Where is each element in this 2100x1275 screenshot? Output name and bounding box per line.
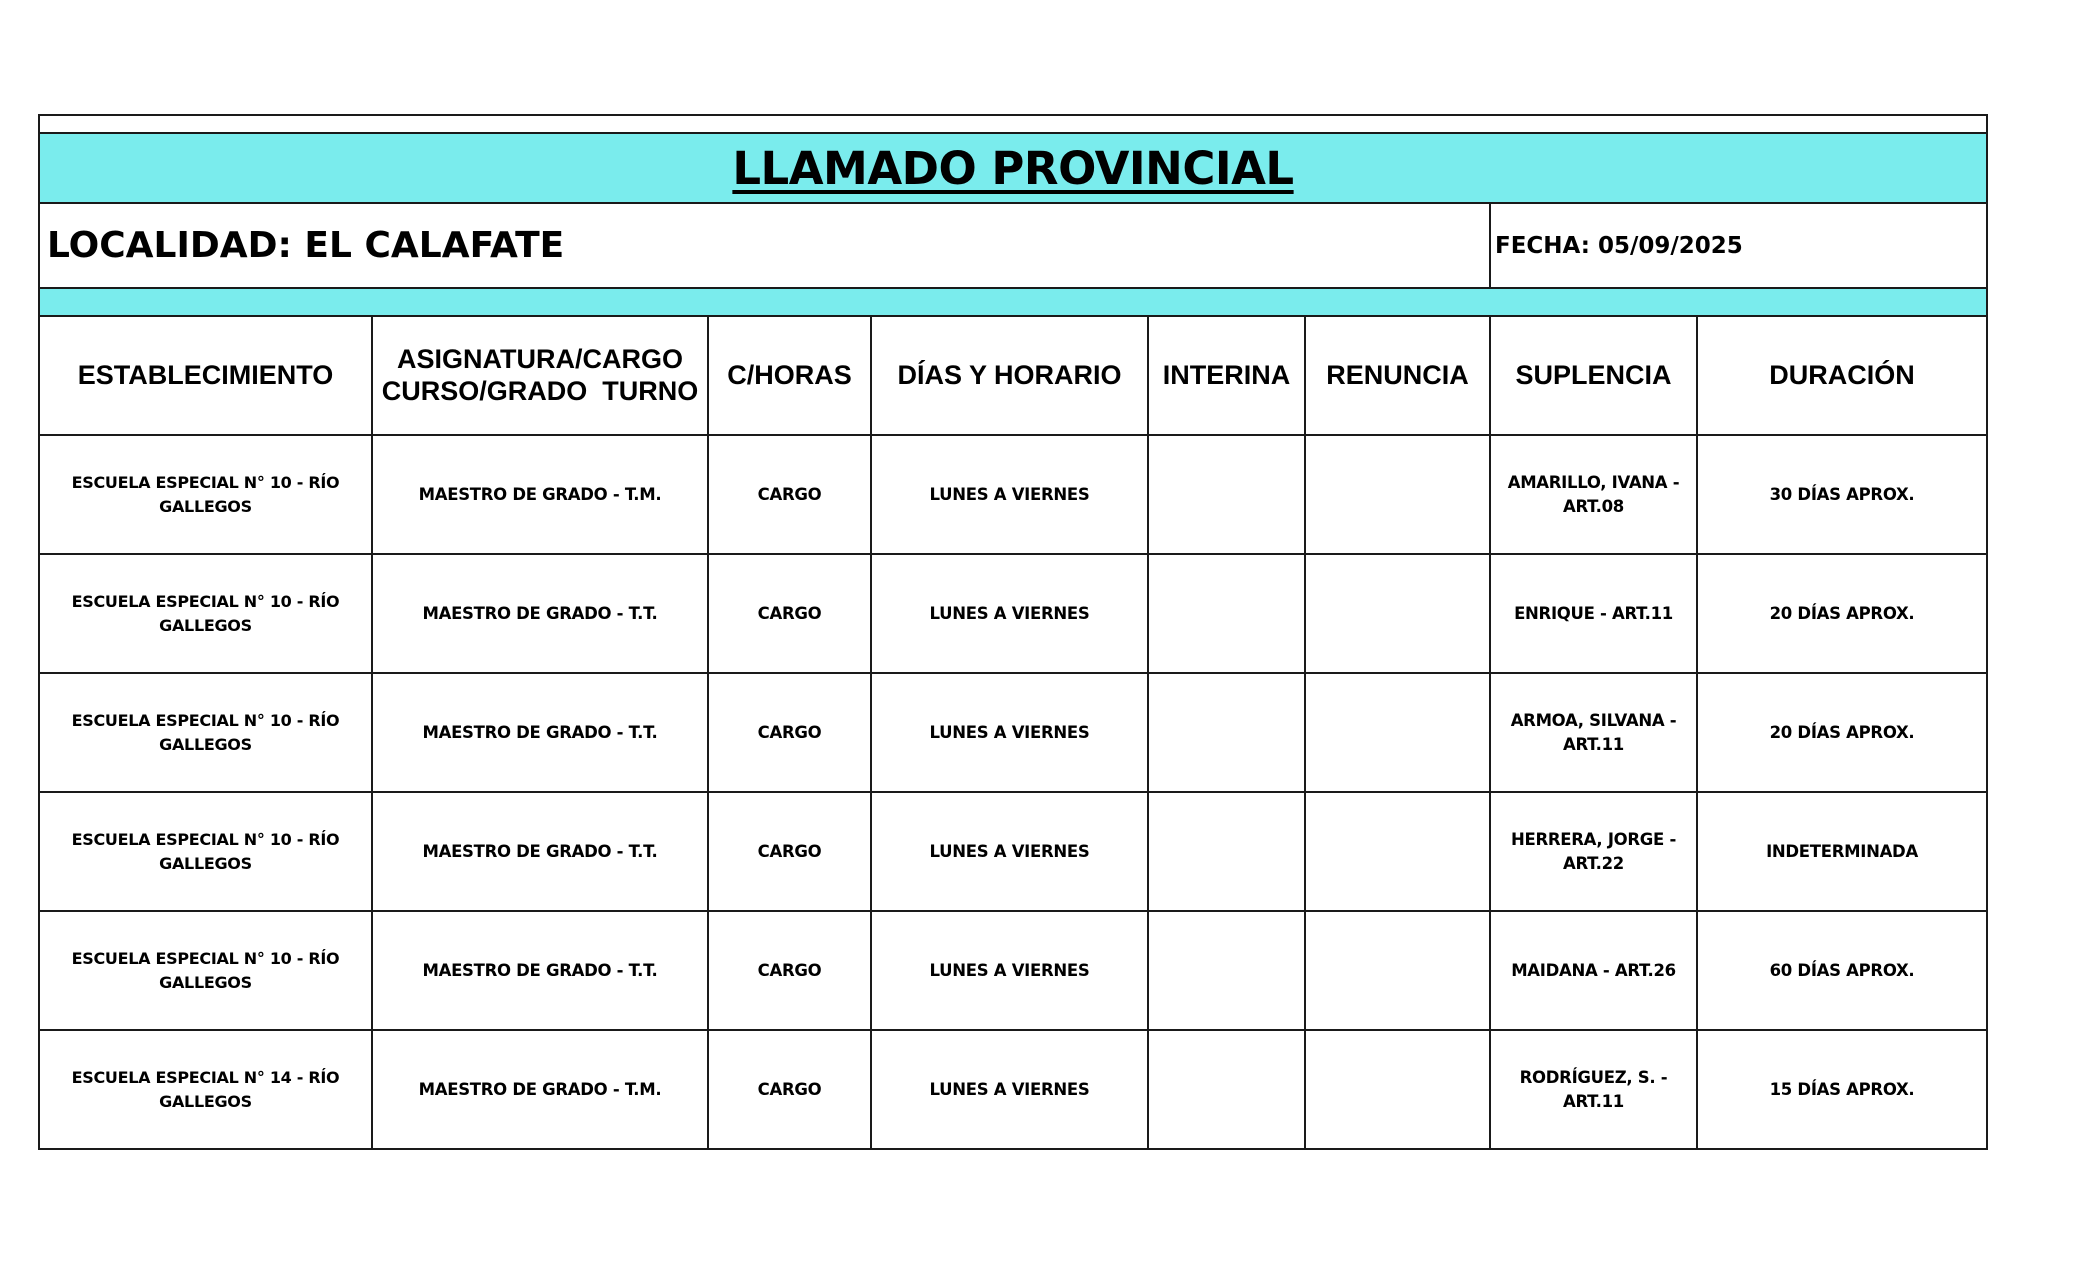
cell-renuncia [1305, 911, 1490, 1030]
cell-duracion: 15 DÍAS APROX. [1697, 1030, 1987, 1149]
cell-horas: CARGO [708, 1030, 871, 1149]
cell-interina [1148, 554, 1305, 673]
header-horas: C/HORAS [708, 316, 871, 435]
top-spacer-cell [39, 115, 1987, 133]
title-cell [39, 133, 1987, 203]
header-suplencia: SUPLENCIA [1490, 316, 1697, 435]
locality-label: LOCALIDAD: EL CALAFATE [39, 203, 1490, 288]
header-renuncia: RENUNCIA [1305, 316, 1490, 435]
cell-horas: CARGO [708, 435, 871, 554]
cell-dias: LUNES A VIERNES [871, 911, 1148, 1030]
date-label: FECHA: 05/09/2025 [1490, 203, 1987, 288]
cell-suplencia: AMARILLO, IVANA - ART.08 [1490, 435, 1697, 554]
cell-interina [1148, 792, 1305, 911]
cell-asignatura: MAESTRO DE GRADO - T.M. [372, 435, 708, 554]
header-duracion: DURACIÓN [1697, 316, 1987, 435]
separator-band [39, 288, 1987, 316]
header-establecimiento: ESTABLECIMIENTO [39, 316, 372, 435]
table-row [39, 673, 1987, 792]
cell-suplencia: ARMOA, SILVANA - ART.11 [1490, 673, 1697, 792]
header-asignatura-line2: CURSO/GRADO TURNO [381, 375, 699, 406]
table-row [39, 792, 1987, 911]
header-dias: DÍAS Y HORARIO [871, 316, 1148, 435]
cell-duracion: INDETERMINADA [1697, 792, 1987, 911]
header-asignatura-line1: ASIGNATURA/CARGO [397, 343, 683, 374]
cell-asignatura: MAESTRO DE GRADO - T.T. [372, 792, 708, 911]
llamado-table [38, 114, 1988, 1150]
cell-suplencia: MAIDANA - ART.26 [1490, 911, 1697, 1030]
cell-duracion: 20 DÍAS APROX. [1697, 554, 1987, 673]
cell-suplencia: RODRÍGUEZ, S. - ART.11 [1490, 1030, 1697, 1149]
cell-establecimiento: ESCUELA ESPECIAL N° 10 - RÍO GALLEGOS [39, 554, 372, 673]
cell-asignatura: MAESTRO DE GRADO - T.T. [372, 911, 708, 1030]
cell-interina [1148, 435, 1305, 554]
cell-dias: LUNES A VIERNES [871, 435, 1148, 554]
cell-renuncia [1305, 554, 1490, 673]
cell-renuncia [1305, 673, 1490, 792]
cell-duracion: 20 DÍAS APROX. [1697, 673, 1987, 792]
table-row [39, 1030, 1987, 1149]
cell-horas: CARGO [708, 673, 871, 792]
cell-suplencia: HERRERA, JORGE - ART.22 [1490, 792, 1697, 911]
cell-asignatura: MAESTRO DE GRADO - T.T. [372, 673, 708, 792]
page-title: LLAMADO PROVINCIAL [732, 141, 1294, 195]
table-row [39, 435, 1987, 554]
cell-asignatura: MAESTRO DE GRADO - T.T. [372, 554, 708, 673]
header-row [39, 316, 1987, 435]
cell-duracion: 60 DÍAS APROX. [1697, 911, 1987, 1030]
header-asignatura [372, 316, 708, 435]
cell-dias: LUNES A VIERNES [871, 792, 1148, 911]
cell-duracion: 30 DÍAS APROX. [1697, 435, 1987, 554]
cell-establecimiento: ESCUELA ESPECIAL N° 10 - RÍO GALLEGOS [39, 673, 372, 792]
header-interina: INTERINA [1148, 316, 1305, 435]
cell-interina [1148, 911, 1305, 1030]
cell-dias: LUNES A VIERNES [871, 673, 1148, 792]
cell-renuncia [1305, 1030, 1490, 1149]
cell-horas: CARGO [708, 792, 871, 911]
title-row [39, 133, 1987, 203]
cell-renuncia [1305, 435, 1490, 554]
table-row [39, 554, 1987, 673]
cell-dias: LUNES A VIERNES [871, 1030, 1148, 1149]
locality-row [39, 203, 1987, 288]
cell-horas: CARGO [708, 554, 871, 673]
cell-interina [1148, 673, 1305, 792]
cell-interina [1148, 1030, 1305, 1149]
cell-establecimiento: ESCUELA ESPECIAL N° 10 - RÍO GALLEGOS [39, 911, 372, 1030]
cell-suplencia: ENRIQUE - ART.11 [1490, 554, 1697, 673]
table-row [39, 911, 1987, 1030]
top-spacer-row [39, 115, 1987, 133]
separator-band-row [39, 288, 1987, 316]
cell-establecimiento: ESCUELA ESPECIAL N° 10 - RÍO GALLEGOS [39, 792, 372, 911]
cell-horas: CARGO [708, 911, 871, 1030]
cell-establecimiento: ESCUELA ESPECIAL N° 10 - RÍO GALLEGOS [39, 435, 372, 554]
cell-dias: LUNES A VIERNES [871, 554, 1148, 673]
cell-asignatura: MAESTRO DE GRADO - T.M. [372, 1030, 708, 1149]
cell-establecimiento: ESCUELA ESPECIAL N° 14 - RÍO GALLEGOS [39, 1030, 372, 1149]
cell-renuncia [1305, 792, 1490, 911]
